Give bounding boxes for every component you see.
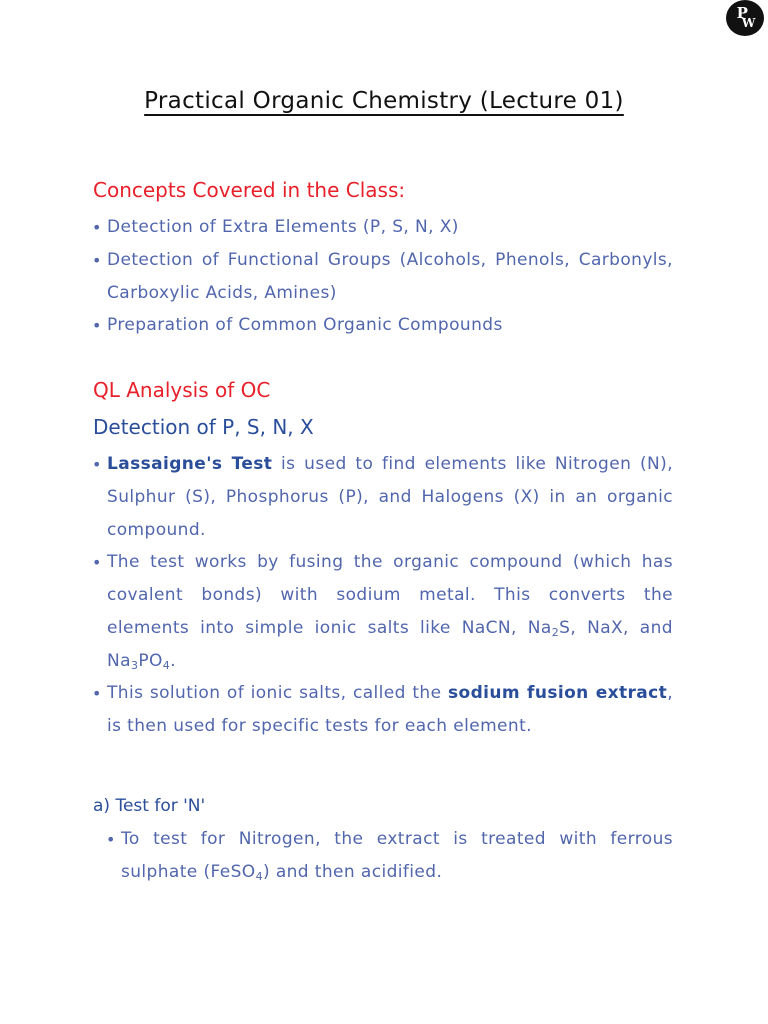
bullet-icon: • [92, 218, 102, 237]
sodium-fusion-term: sodium fusion extract [447, 683, 668, 703]
bullet-icon: • [92, 553, 102, 572]
bullet-icon: • [92, 251, 102, 270]
ql-heading: QL Analysis of OC [93, 378, 271, 402]
bullet-icon: • [106, 830, 116, 849]
bullet-icon: • [92, 455, 102, 474]
test-n-bullet: • To test for Nitrogen, the extract is treated with ferrous sulphate (FeSO$_4$) and then acidified. [121, 823, 673, 889]
bullet-icon: • [92, 316, 102, 335]
pw-logo: P W [726, 0, 764, 36]
test-n-heading: a) Test for 'N' [93, 796, 206, 816]
concept-item: • Detection of Extra Elements (P, S, N, X) [107, 211, 673, 244]
bullet-icon: • [92, 684, 102, 703]
lassaigne-bullet: • Lassaigne's Test is used to find elements like Nitrogen (N), Sulphur (S), Phosphorus (P), and Halogens (X) in an organic compound. [107, 448, 673, 547]
concept-item: • Preparation of Common Organic Compounds [107, 309, 673, 342]
concepts-heading: Concepts Covered in the Class: [93, 178, 406, 202]
fusion-bullet: • The test works by fusing the organic compound (which has covalent bonds) with sodium metal. This converts the elements into simple ionic salts like NaCN, $Na_2S$, NaX, and $Na_3PO_4$. [107, 546, 673, 678]
detection-heading: Detection of P, S, N, X [93, 415, 314, 439]
lassaigne-term: Lassaigne's Test [107, 454, 273, 474]
page-title: Practical Organic Chemistry (Lecture 01) [144, 88, 624, 114]
extract-bullet: • This solution of ionic salts, called the sodium fusion extract, is then used for specific tests for each element. [107, 677, 673, 743]
concept-item: • Detection of Functional Groups (Alcohols, Phenols, Carbonyls, Carboxylic Acids, Amines) [107, 244, 673, 310]
